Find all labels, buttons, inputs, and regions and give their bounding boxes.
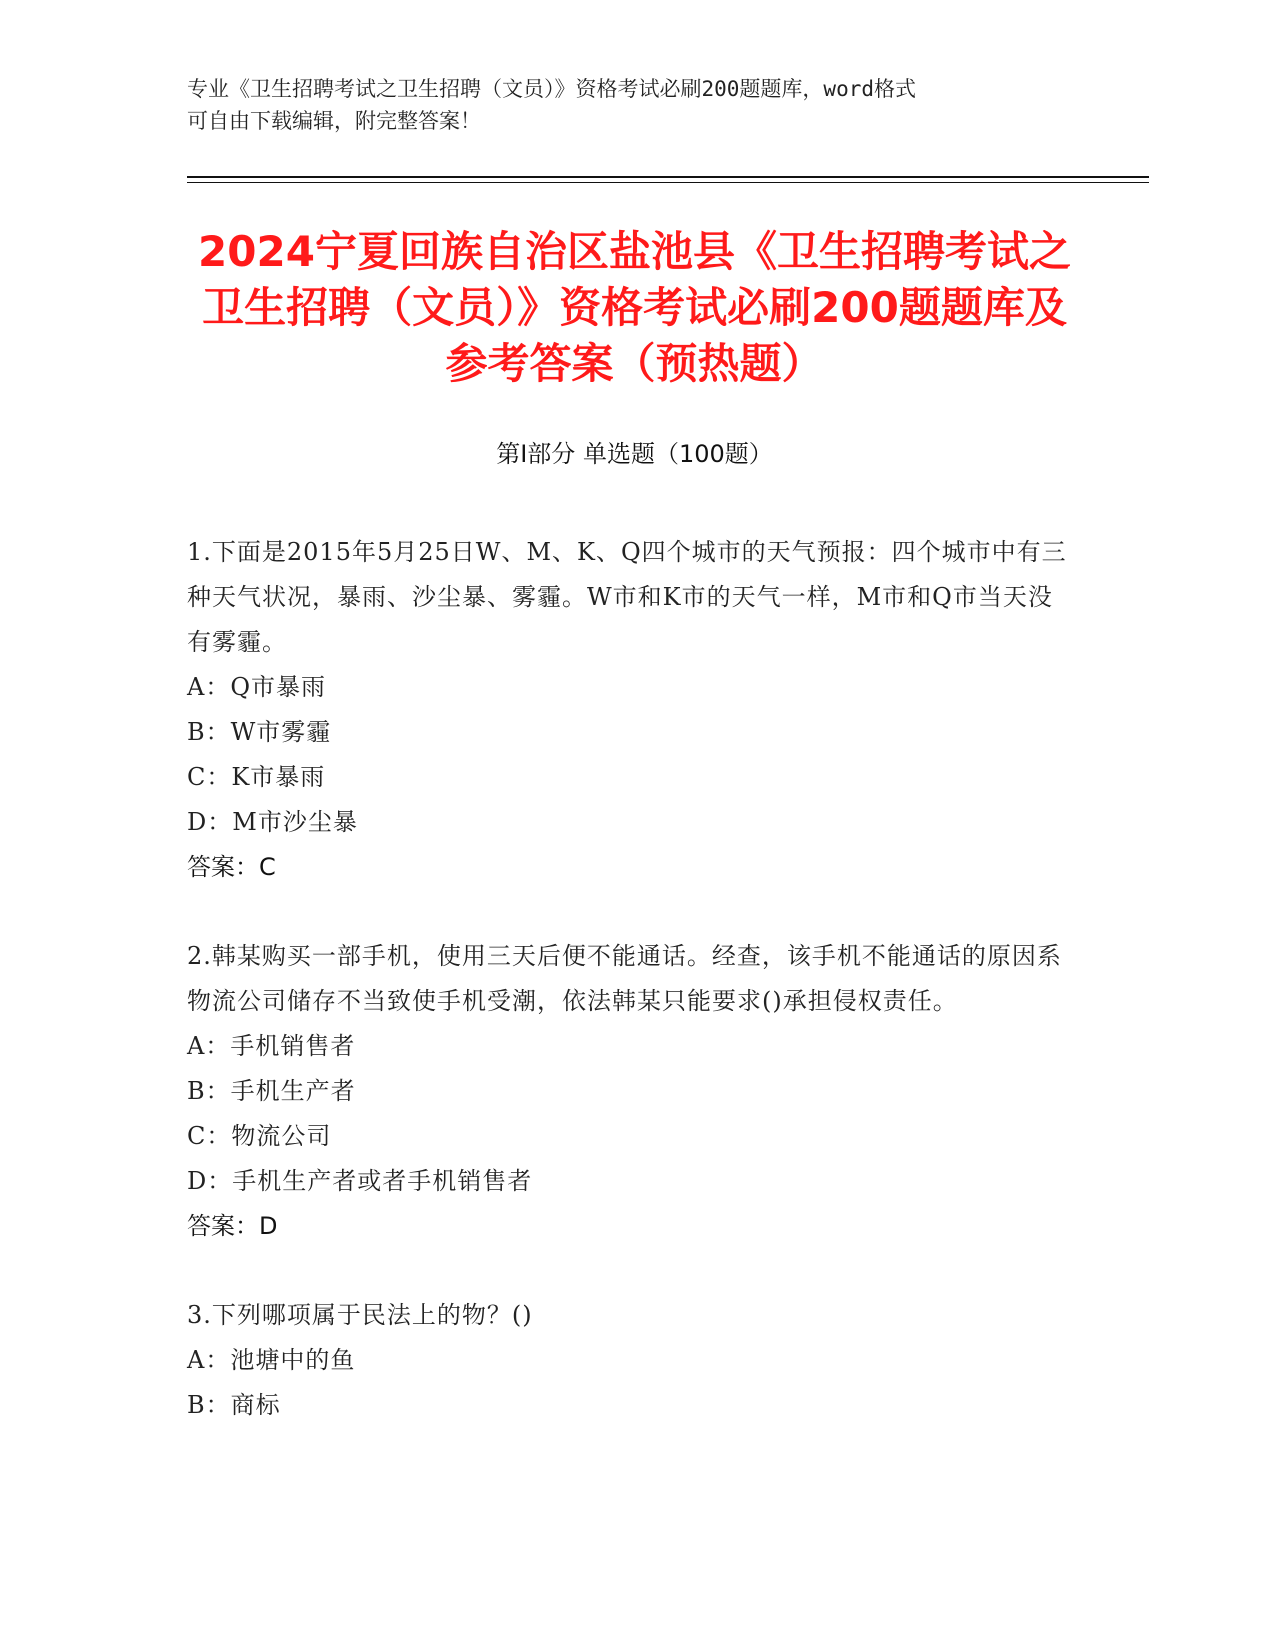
question-item: [187, 530, 1067, 890]
section-heading: 第Ⅰ部分 单选题（100题）: [496, 440, 773, 468]
question-list: [187, 530, 1067, 1472]
header-divider-thick: [187, 176, 1149, 178]
answer-line: 答案：D: [187, 1212, 278, 1240]
option-b: B：手机生产者: [187, 1077, 356, 1105]
option-c: C：K市暴雨: [187, 763, 326, 791]
option-d: D：手机生产者或者手机销售者: [187, 1167, 533, 1195]
document-title: 2024宁夏回族自治区盐池县《卫生招聘考试之卫生招聘（文员）》资格考试必刷200题题库及参考答案（预热题）: [198, 227, 1071, 388]
question-item: [187, 1293, 1067, 1428]
question-stem: 2.韩某购买一部手机，使用三天后便不能通话。经查，该手机不能通话的原因系物流公司储存不当致使手机受潮，依法韩某只能要求()承担侵权责任。: [187, 942, 1062, 1015]
option-b: B：商标: [187, 1391, 281, 1419]
question-stem: 3.下列哪项属于民法上的物？(): [187, 1301, 533, 1329]
question-stem: 1.下面是2015年5月25日W、M、K、Q四个城市的天气预报：四个城市中有三种天气状况，暴雨、沙尘暴、雾霾。W市和K市的天气一样，M市和Q市当天没有雾霾。: [187, 538, 1067, 656]
answer-line: 答案：C: [187, 853, 276, 881]
option-b: B：W市雾霾: [187, 718, 332, 746]
question-item: [187, 934, 1067, 1249]
header-line-2: 可自由下载编辑，附完整答案！: [187, 109, 481, 133]
option-a: A：手机销售者: [187, 1032, 356, 1060]
option-a: A：Q市暴雨: [187, 673, 327, 701]
option-a: A：池塘中的鱼: [187, 1346, 356, 1374]
header-divider-thin: [187, 182, 1149, 183]
option-c: C：物流公司: [187, 1122, 332, 1150]
header-line-1: 专业《卫生招聘考试之卫生招聘（文员）》资格考试必刷200题题库，word格式: [187, 77, 916, 101]
page-header: [187, 73, 1067, 137]
option-d: D：M市沙尘暴: [187, 808, 358, 836]
